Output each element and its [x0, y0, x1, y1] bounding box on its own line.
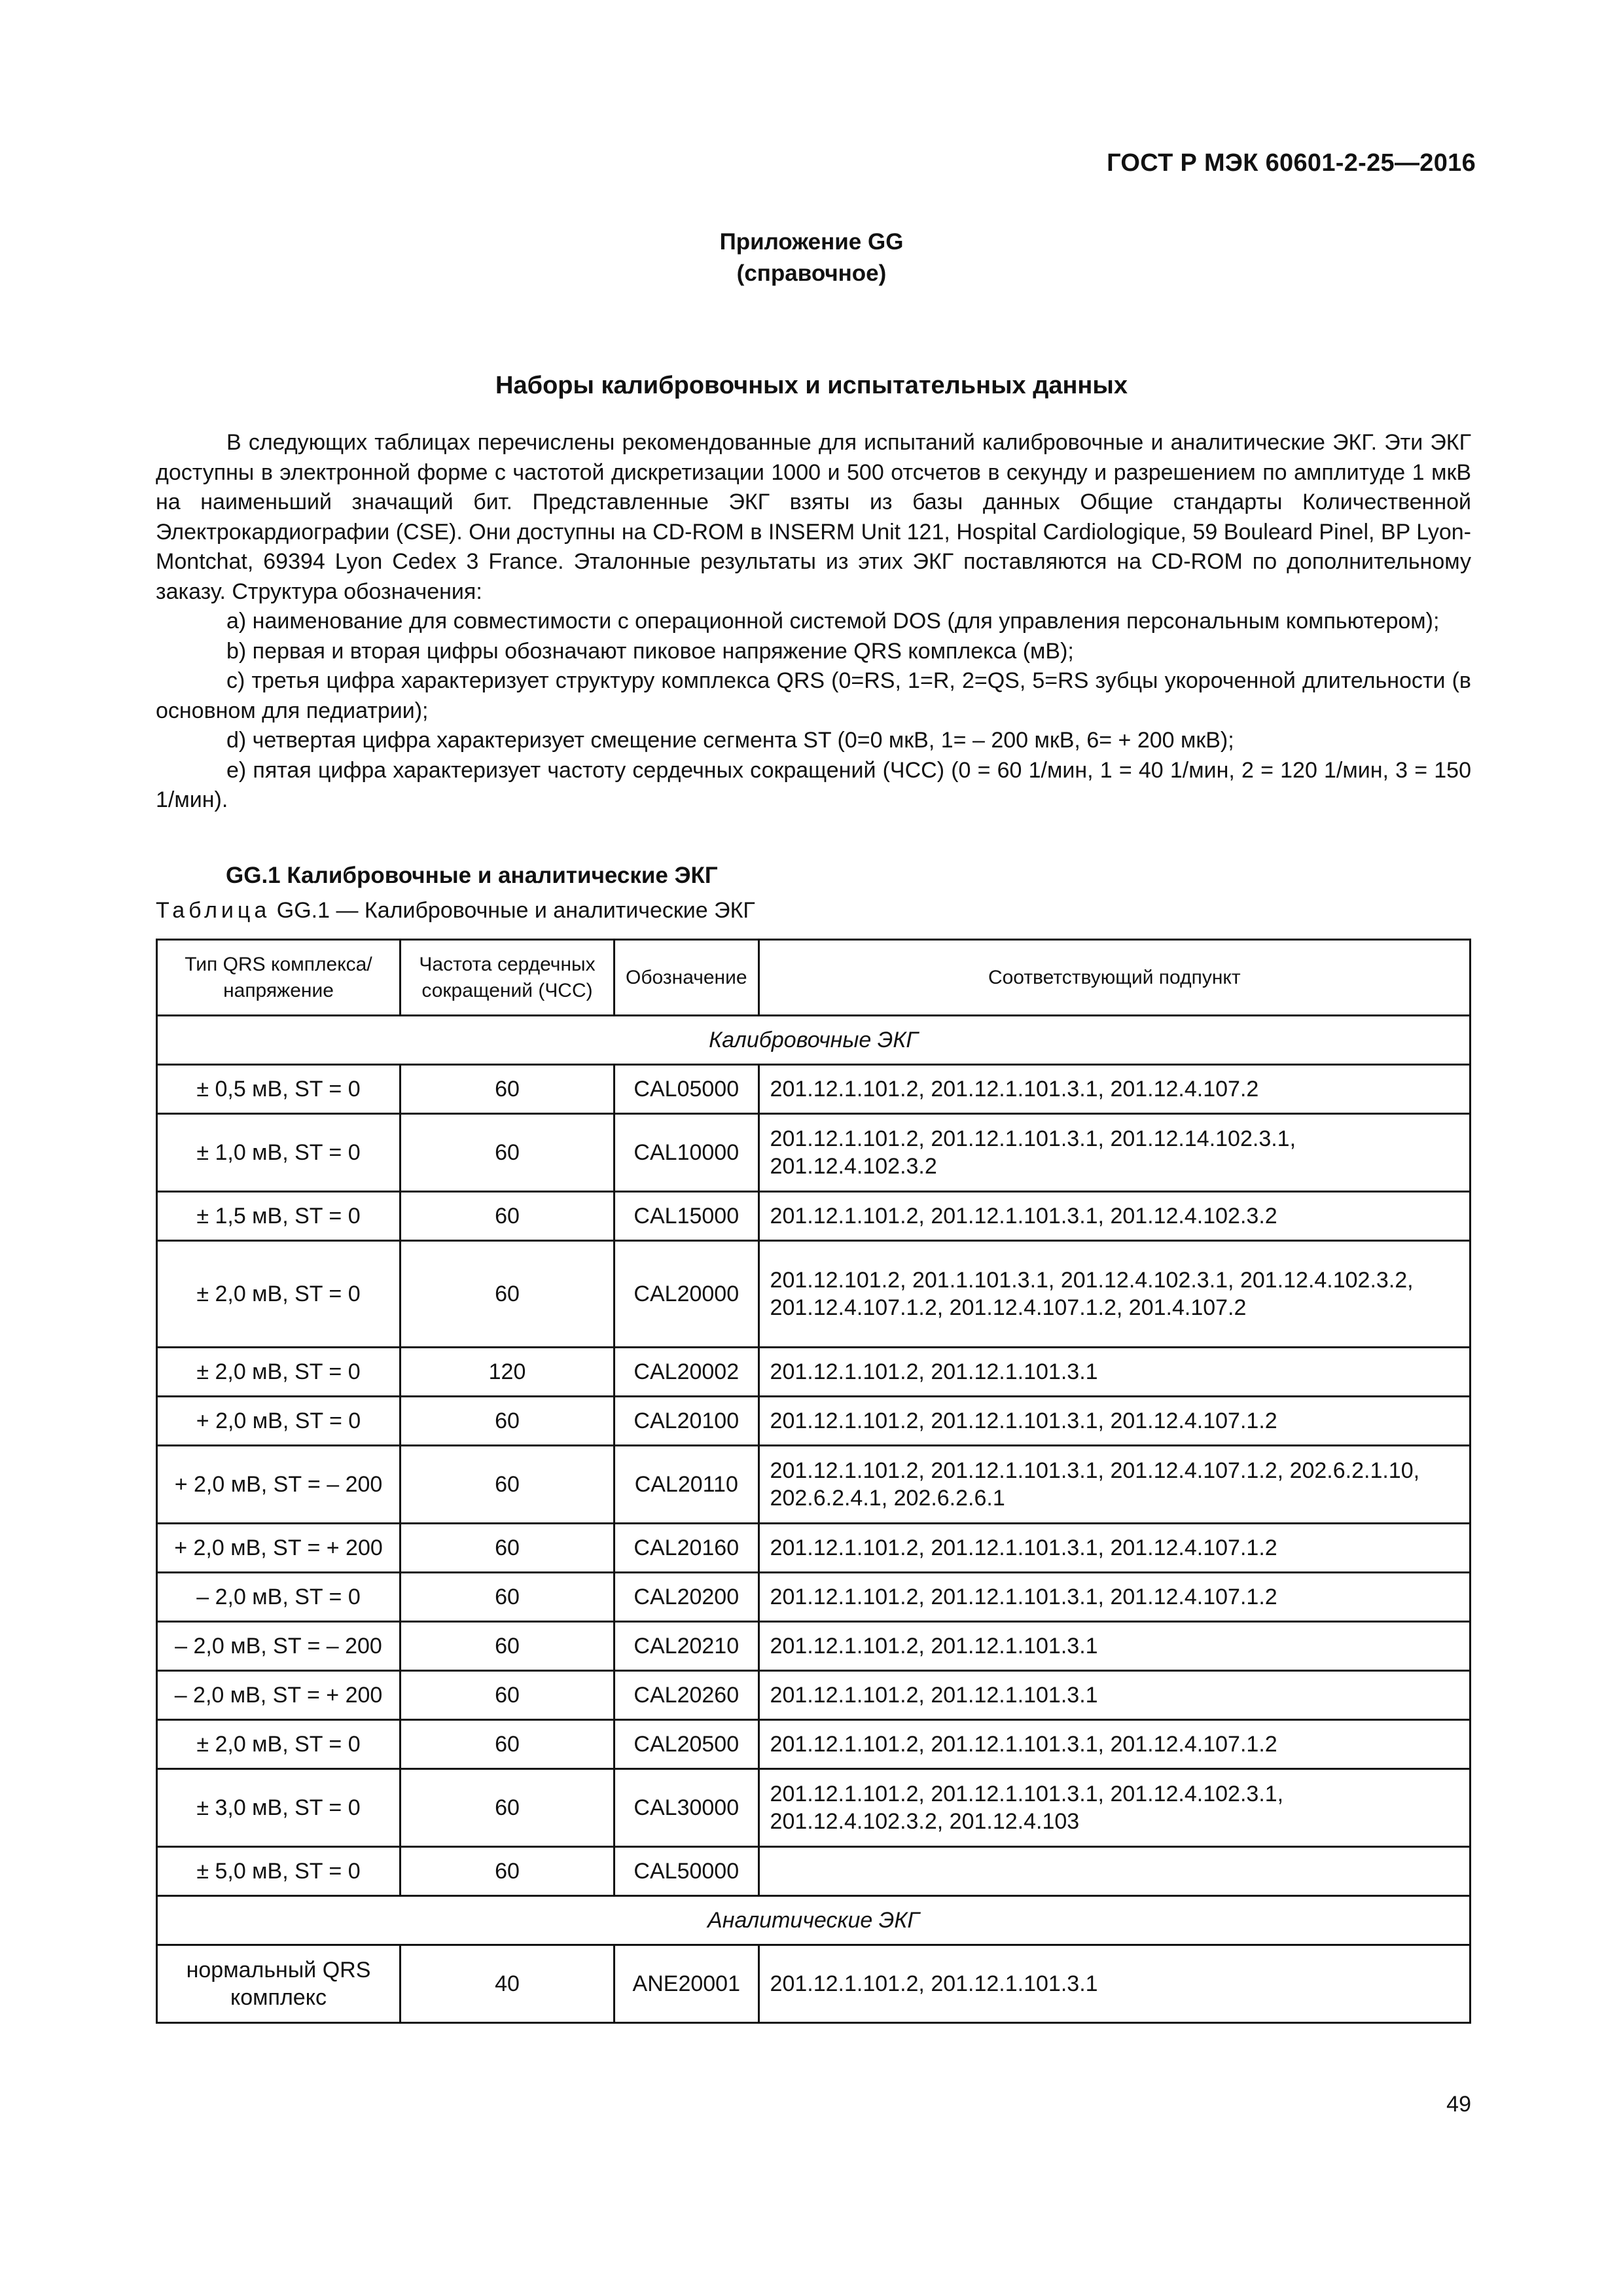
cell-qrs-type: – 2,0 мВ, ST = 0 — [157, 1573, 401, 1622]
cell-designation: CAL20000 — [615, 1241, 759, 1348]
table-caption — [156, 898, 755, 924]
header-heart-rate: Частота сердечных сокращений (ЧСС) — [401, 940, 615, 1016]
cell-heart-rate: 60 — [401, 1573, 615, 1622]
cell-designation: CAL30000 — [615, 1769, 759, 1847]
cell-heart-rate: 60 — [401, 1671, 615, 1720]
cell-heart-rate: 60 — [401, 1446, 615, 1524]
list-item-a: a) наименование для совместимости с операционной системой DOS (для управления персональным компьютером); — [226, 609, 1440, 634]
calibration-table — [156, 939, 1471, 2024]
cell-designation: CAL20100 — [615, 1397, 759, 1446]
table-row — [157, 1241, 1471, 1348]
list-item-e: e) пятая цифра характеризует частоту сердечных сокращений (ЧСС) (0 = 60 1/мин, 1 = 40 1/мин, 2 = 120 1/мин, 3 = 150 1/мин). — [156, 757, 1471, 812]
group-row-calibration — [157, 1016, 1471, 1065]
cell-heart-rate: 60 — [401, 1065, 615, 1114]
cell-qrs-type: + 2,0 мВ, ST = 0 — [157, 1397, 401, 1446]
cell-designation: CAL10000 — [615, 1114, 759, 1192]
cell-heart-rate: 120 — [401, 1348, 615, 1397]
annex-subtitle: (справочное) — [736, 260, 887, 286]
list-item-b: b) первая и вторая цифры обозначают пиковое напряжение QRS комплекса (мВ); — [226, 638, 1074, 664]
cell-subclause: 201.12.1.101.2, 201.12.1.101.3.1, 201.12.4.107.1.2 — [758, 1397, 1470, 1446]
body-text — [156, 428, 1471, 816]
document-title: Наборы калибровочных и испытательных данных — [495, 372, 1128, 399]
cell-subclause — [758, 1847, 1470, 1896]
cell-heart-rate: 60 — [401, 1241, 615, 1348]
cell-designation: CAL20210 — [615, 1622, 759, 1671]
group-row-analytical — [157, 1896, 1471, 1945]
table-caption-text: GG.1 — Калибровочные и аналитические ЭКГ — [270, 898, 755, 923]
cell-qrs-type: – 2,0 мВ, ST = – 200 — [157, 1622, 401, 1671]
cell-qrs-type: + 2,0 мВ, ST = + 200 — [157, 1524, 401, 1573]
cell-designation: CAL50000 — [615, 1847, 759, 1896]
cell-designation: CAL20002 — [615, 1348, 759, 1397]
annex-heading — [0, 226, 1623, 289]
cell-designation: CAL20160 — [615, 1524, 759, 1573]
cell-subclause: 201.12.1.101.2, 201.12.1.101.3.1, 201.12.14.102.3.1, 201.12.4.102.3.2 — [758, 1114, 1470, 1192]
cell-designation: CAL05000 — [615, 1065, 759, 1114]
cell-heart-rate: 60 — [401, 1622, 615, 1671]
table-row — [157, 1720, 1471, 1769]
group-label-analytical: Аналитические ЭКГ — [157, 1896, 1471, 1945]
cell-qrs-type: ± 2,0 мВ, ST = 0 — [157, 1241, 401, 1348]
list-item-c: c) третья цифра характеризует структуру комплекса QRS (0=RS, 1=R, 2=QS, 5=RS зубцы укороченной длительности (в основном для педиатрии); — [156, 668, 1471, 723]
table-row — [157, 1573, 1471, 1622]
table-row — [157, 1397, 1471, 1446]
cell-qrs-type: ± 5,0 мВ, ST = 0 — [157, 1847, 401, 1896]
cell-designation: CAL15000 — [615, 1192, 759, 1241]
cell-heart-rate: 60 — [401, 1769, 615, 1847]
cell-subclause: 201.12.101.2, 201.1.101.3.1, 201.12.4.102.3.1, 201.12.4.102.3.2, 201.12.4.107.1.2, 201.12.4.107.1.2, 201.4.107.2 — [758, 1241, 1470, 1348]
cell-qrs-type: ± 2,0 мВ, ST = 0 — [157, 1720, 401, 1769]
cell-heart-rate: 60 — [401, 1192, 615, 1241]
cell-designation: CAL20200 — [615, 1573, 759, 1622]
cell-subclause: 201.12.1.101.2, 201.12.1.101.3.1, 201.12.4.102.3.2 — [758, 1192, 1470, 1241]
cell-subclause: 201.12.1.101.2, 201.12.1.101.3.1, 201.12.4.107.1.2 — [758, 1524, 1470, 1573]
table-header-row — [157, 940, 1471, 1016]
cell-qrs-type: ± 2,0 мВ, ST = 0 — [157, 1348, 401, 1397]
cell-subclause: 201.12.1.101.2, 201.12.1.101.3.1, 201.12.4.107.1.2, 202.6.2.1.10, 202.6.2.4.1, 202.6.2.6.1 — [758, 1446, 1470, 1524]
group-label-calibration: Калибровочные ЭКГ — [157, 1016, 1471, 1065]
header-subclause: Соответствующий подпункт — [758, 940, 1470, 1016]
cell-subclause: 201.12.1.101.2, 201.12.1.101.3.1 — [758, 1671, 1470, 1720]
table-row — [157, 1945, 1471, 2023]
intro-paragraph: В следующих таблицах перечислены рекомендованные для испытаний калибровочные и аналитические ЭКГ. Эти ЭКГ доступны в электронной форме с частотой дискретизации 1000 и 500 отсчетов в секунду и разрешением по амплитуде 1 мкВ на наименьший значащий бит. Представленные ЭКГ взяты из базы данных Общие стандарты Количественной Электрокардиографии (CSE). Они доступны на CD-ROM в INSERM Unit 121, Hospital Cardiologique, 59 Bouleard Pinel, BP Lyon-Montchat, 69394 Lyon Cedex 3 France. Эталонные результаты из этих ЭКГ поставляются на CD-ROM по дополнительному заказу. Структура обозначения: — [156, 430, 1471, 604]
table-row — [157, 1622, 1471, 1671]
table-row — [157, 1348, 1471, 1397]
cell-heart-rate: 60 — [401, 1720, 615, 1769]
cell-heart-rate: 60 — [401, 1847, 615, 1896]
page-number: 49 — [1446, 2092, 1471, 2117]
table-caption-label: Таблица — [156, 898, 271, 923]
cell-heart-rate: 60 — [401, 1397, 615, 1446]
cell-subclause: 201.12.1.101.2, 201.12.1.101.3.1, 201.12.4.107.2 — [758, 1065, 1470, 1114]
list-item-d: d) четвертая цифра характеризует смещение сегмента ST (0=0 мкВ, 1= – 200 мкВ, 6= + 200 мкВ); — [226, 728, 1234, 753]
cell-heart-rate: 60 — [401, 1114, 615, 1192]
cell-subclause: 201.12.1.101.2, 201.12.1.101.3.1, 201.12.4.107.1.2 — [758, 1573, 1470, 1622]
table-row — [157, 1192, 1471, 1241]
cell-designation: CAL20260 — [615, 1671, 759, 1720]
cell-subclause: 201.12.1.101.2, 201.12.1.101.3.1, 201.12.4.102.3.1, 201.12.4.102.3.2, 201.12.4.103 — [758, 1769, 1470, 1847]
section-heading: GG.1 Калибровочные и аналитические ЭКГ — [226, 863, 718, 888]
cell-qrs-type: – 2,0 мВ, ST = + 200 — [157, 1671, 401, 1720]
cell-subclause: 201.12.1.101.2, 201.12.1.101.3.1, 201.12.4.107.1.2 — [758, 1720, 1470, 1769]
cell-heart-rate: 60 — [401, 1524, 615, 1573]
table-row — [157, 1114, 1471, 1192]
cell-qrs-type: + 2,0 мВ, ST = – 200 — [157, 1446, 401, 1524]
cell-subclause: 201.12.1.101.2, 201.12.1.101.3.1 — [758, 1945, 1470, 2023]
cell-designation: CAL20110 — [615, 1446, 759, 1524]
table-row — [157, 1847, 1471, 1896]
cell-subclause: 201.12.1.101.2, 201.12.1.101.3.1 — [758, 1622, 1470, 1671]
cell-qrs-type: ± 3,0 мВ, ST = 0 — [157, 1769, 401, 1847]
table-row — [157, 1769, 1471, 1847]
annex-title: Приложение GG — [719, 229, 904, 255]
table-row — [157, 1524, 1471, 1573]
cell-qrs-type: ± 1,5 мВ, ST = 0 — [157, 1192, 401, 1241]
header-designation: Обозначение — [615, 940, 759, 1016]
cell-qrs-type: нормальный QRS комплекс — [157, 1945, 401, 2023]
table-row — [157, 1065, 1471, 1114]
table-row — [157, 1446, 1471, 1524]
cell-designation: ANE20001 — [615, 1945, 759, 2023]
cell-qrs-type: ± 0,5 мВ, ST = 0 — [157, 1065, 401, 1114]
cell-designation: CAL20500 — [615, 1720, 759, 1769]
table-row — [157, 1671, 1471, 1720]
header-qrs-type: Тип QRS комплекса/ напряжение — [157, 940, 401, 1016]
cell-heart-rate: 40 — [401, 1945, 615, 2023]
cell-qrs-type: ± 1,0 мВ, ST = 0 — [157, 1114, 401, 1192]
cell-subclause: 201.12.1.101.2, 201.12.1.101.3.1 — [758, 1348, 1470, 1397]
standard-designation: ГОСТ Р МЭК 60601-2-25—2016 — [1107, 149, 1476, 177]
